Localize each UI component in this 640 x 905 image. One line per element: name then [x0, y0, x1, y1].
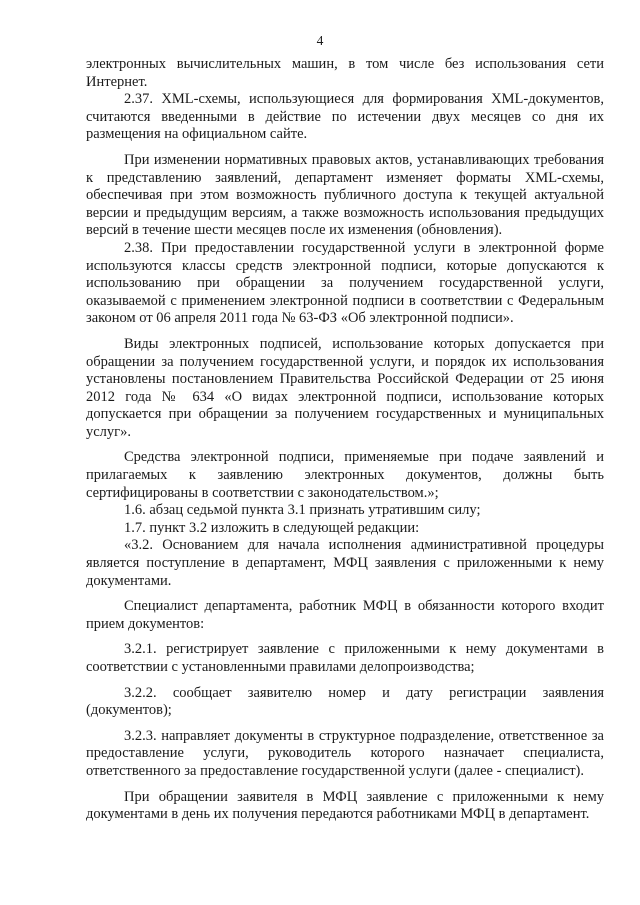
paragraph-3: При изменении нормативных правовых актов, устанавливающих требования к представлению заявлений, департамент изменяет форматы XML-схемы, обеспечивая при этом возможность публичного доступа к текущей актуальной версии и предыдущим версиям, а также возможность использования предыдущих версий в течение шести месяцев после их изменения (обновления). [86, 151, 604, 239]
paragraph-5: Виды электронных подписей, использование которых допускается при обращении за получением государственной услуги, и порядок их использования установлены постановлением Правительства Российской Федерации от 25 июня 2012 года № 634 «О видах электронной подписи, использование которых допускается при обращении за получением государственных и муниципальных услуг». [86, 335, 604, 440]
document-body [86, 56, 604, 824]
paragraph-14: При обращении заявителя в МФЦ заявление с приложенными к нему документами в день их получения передаются работниками МФЦ в департамент. [86, 788, 604, 823]
page-number: 4 [316, 33, 324, 48]
paragraph-2: 2.37. XML-схемы, использующиеся для формирования XML-документов, считаются введенными в действие по истечении двух месяцев со дня их размещения на официальном сайте. [86, 91, 604, 143]
paragraph-1: электронных вычислительных машин, в том числе без использования сети Интернет. [86, 56, 604, 90]
paragraph-9: «3.2. Основанием для начала исполнения административной процедуры является поступление в департамент, МФЦ заявления с приложенными к нему документами. [86, 537, 604, 589]
paragraph-10: Специалист департамента, работник МФЦ в обязанности которого входит прием документов: [86, 598, 604, 632]
paragraph-6: Средства электронной подписи, применяемые при подаче заявлений и прилагаемых к заявлению электронных документов, должны быть сертифицированы в соответствии с законодательством.»; [86, 449, 604, 501]
paragraph-11: 3.2.1. регистрирует заявление с приложенными к нему документами в соответствии с установленными правилами делопроизводства; [86, 641, 604, 675]
paragraph-7: 1.6. абзац седьмой пункта 3.1 признать утратившим силу; [124, 502, 481, 519]
paragraph-8: 1.7. пункт 3.2 изложить в следующей редакции: [124, 519, 420, 536]
paragraph-13: 3.2.3. направляет документы в структурное подразделение, ответственное за предоставление услуги, руководитель которого назначает специалиста, ответственного за предоставление государственной услуги (далее - специалист). [86, 727, 604, 779]
paragraph-12: 3.2.2. сообщает заявителю номер и дату регистрации заявления (документов); [86, 684, 604, 719]
paragraph-4: 2.38. При предоставлении государственной услуги в электронной форме используются классы средств электронной подписи, которые допускаются к использованию при обращении за получением государственной услуги, оказываемой с применением электронной подписи в соответствии с Федеральным законом от 06 апреля 2011 года № 63-ФЗ «Об электронной подписи». [86, 239, 604, 327]
